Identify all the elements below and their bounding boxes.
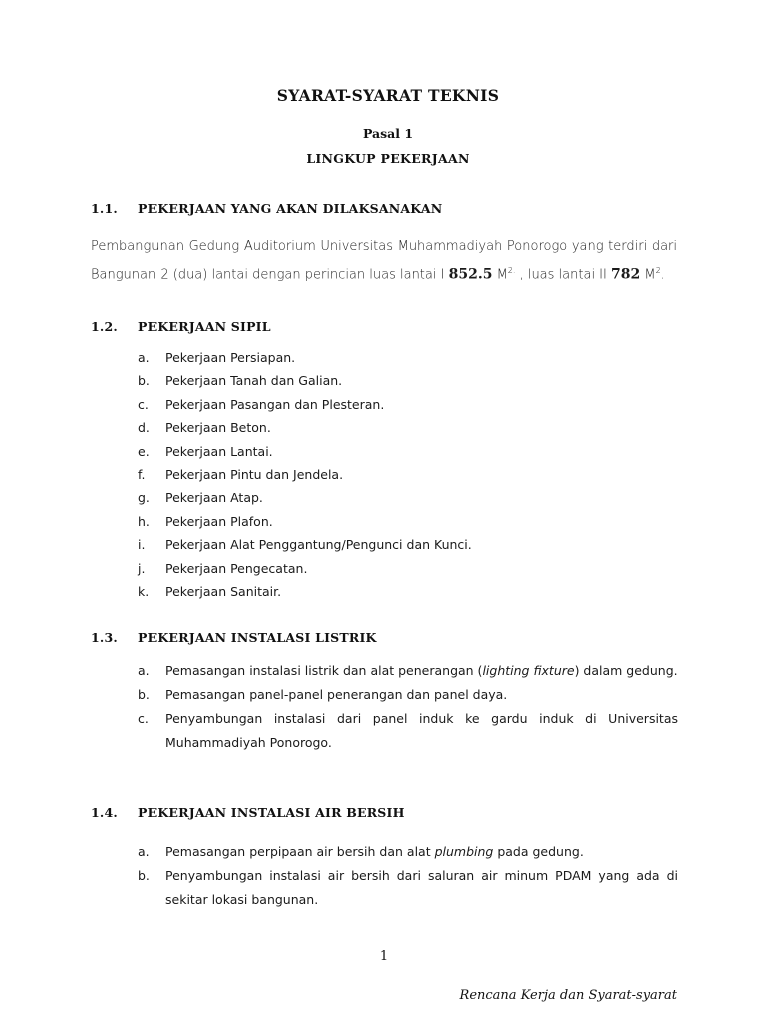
unit-superscript: 2 — [655, 266, 661, 275]
list-item-text: Pekerjaan Sanitair. — [165, 583, 282, 599]
list-item — [138, 393, 678, 416]
list-item — [138, 840, 678, 864]
section-paragraph — [91, 235, 677, 287]
list-item — [138, 533, 678, 556]
list-marker: f. — [138, 466, 146, 482]
list-marker: c. — [138, 711, 149, 726]
list-item — [138, 510, 678, 533]
list-item — [138, 683, 678, 707]
section-heading-1-1 — [91, 201, 442, 216]
list-marker: b. — [138, 687, 150, 702]
list-item — [138, 659, 678, 683]
list-item — [138, 416, 678, 439]
list-item-text: ) dalam gedung. — [574, 663, 678, 678]
list-item-text: Pemasangan instalasi listrik dan alat penerangan ( — [165, 663, 483, 678]
section-number: 1.1. — [91, 201, 118, 216]
list-item — [138, 369, 678, 392]
page-footer: Rencana Kerja dan Syarat-syarat — [459, 988, 677, 1003]
list-item-text: Pekerjaan Pengecatan. — [165, 560, 308, 576]
list-item-text: pada gedung. — [493, 844, 584, 859]
section-heading-1-4 — [91, 805, 405, 820]
list-item-text: Pekerjaan Plafon. — [165, 513, 273, 529]
section-title: PEKERJAAN INSTALASI LISTRIK — [138, 630, 377, 645]
list-marker: b. — [138, 868, 150, 883]
list-item-text: Pemasangan panel-panel penerangan dan panel daya. — [165, 687, 508, 702]
list-item — [138, 346, 678, 369]
list-marker: j. — [138, 560, 146, 576]
area-value-floor-1: 852.5 — [448, 266, 493, 283]
unit-superscript: 2. — [507, 266, 516, 275]
list-item-emphasis: plumbing — [434, 844, 494, 859]
section-title: PEKERJAAN INSTALASI AIR BERSIH — [138, 805, 405, 820]
paragraph-text: Pembangunan Gedung Auditorium Universitas Muhammadiyah Ponorogo yang terdiri dari Bangunan 2 (dua) lantai dengan perincian luas lantai I — [91, 239, 677, 283]
list-item — [138, 440, 678, 463]
list-item-text: Pekerjaan Lantai. — [165, 443, 273, 459]
section-heading-1-2 — [91, 319, 271, 334]
civil-works-list — [138, 346, 678, 603]
list-item-text: Pemasangan perpipaan air bersih dan alat — [165, 844, 435, 859]
paragraph-text: , luas lantai II — [515, 267, 611, 283]
area-value-floor-2: 782 — [610, 266, 641, 283]
list-item-text: Pekerjaan Atap. — [165, 490, 263, 506]
section-title: PEKERJAAN SIPIL — [138, 319, 271, 334]
list-item — [138, 580, 678, 603]
list-marker: a. — [138, 350, 150, 365]
list-item — [138, 557, 678, 580]
article-title: LINGKUP PEKERJAAN — [306, 151, 470, 166]
list-item — [138, 463, 678, 486]
section-heading-1-3 — [91, 630, 377, 645]
list-item-emphasis: lighting fixture — [482, 663, 575, 678]
list-marker: g. — [138, 490, 150, 506]
section-number: 1.2. — [91, 319, 118, 334]
list-item-text: Pekerjaan Pintu dan Jendela. — [165, 466, 344, 482]
list-item-text: Pekerjaan Persiapan. — [165, 350, 296, 365]
list-item — [138, 864, 678, 912]
section-title: PEKERJAAN YANG AKAN DILAKSANAKAN — [138, 201, 443, 216]
list-item — [138, 486, 678, 509]
list-marker: c. — [138, 396, 149, 412]
list-marker: k. — [138, 583, 150, 599]
list-marker: a. — [138, 844, 150, 859]
list-marker: d. — [138, 420, 150, 436]
article-label: Pasal 1 — [362, 126, 414, 141]
list-item — [138, 707, 678, 755]
list-item-text: Pekerjaan Tanah dan Galian. — [165, 373, 343, 389]
list-item-text: Penyambungan instalasi dari panel induk ke gardu induk di Universitas Muhammadiyah Ponorogo. — [165, 711, 678, 750]
list-item-text: Pekerjaan Pasangan dan Plesteran. — [165, 396, 385, 412]
electrical-works-list — [138, 659, 678, 755]
list-marker: e. — [138, 443, 150, 459]
list-marker: b. — [138, 373, 150, 389]
list-marker: h. — [138, 513, 150, 529]
section-number: 1.3. — [91, 630, 118, 645]
unit-text: M — [640, 267, 656, 283]
list-item-text: Penyambungan instalasi air bersih dari saluran air minum PDAM yang ada di sekitar lokasi bangunan. — [165, 868, 678, 907]
list-marker: i. — [138, 537, 146, 553]
list-item-text: Pekerjaan Beton. — [165, 420, 271, 436]
document-title: SYARAT-SYARAT TEKNIS — [276, 86, 500, 105]
page-number: 1 — [379, 949, 389, 964]
water-works-list — [138, 840, 678, 912]
paragraph-text: . — [660, 267, 665, 283]
list-marker: a. — [138, 663, 150, 678]
unit-text: M — [492, 267, 508, 283]
list-item-text: Pekerjaan Alat Penggantung/Pengunci dan Kunci. — [165, 537, 472, 553]
section-number: 1.4. — [91, 805, 118, 820]
